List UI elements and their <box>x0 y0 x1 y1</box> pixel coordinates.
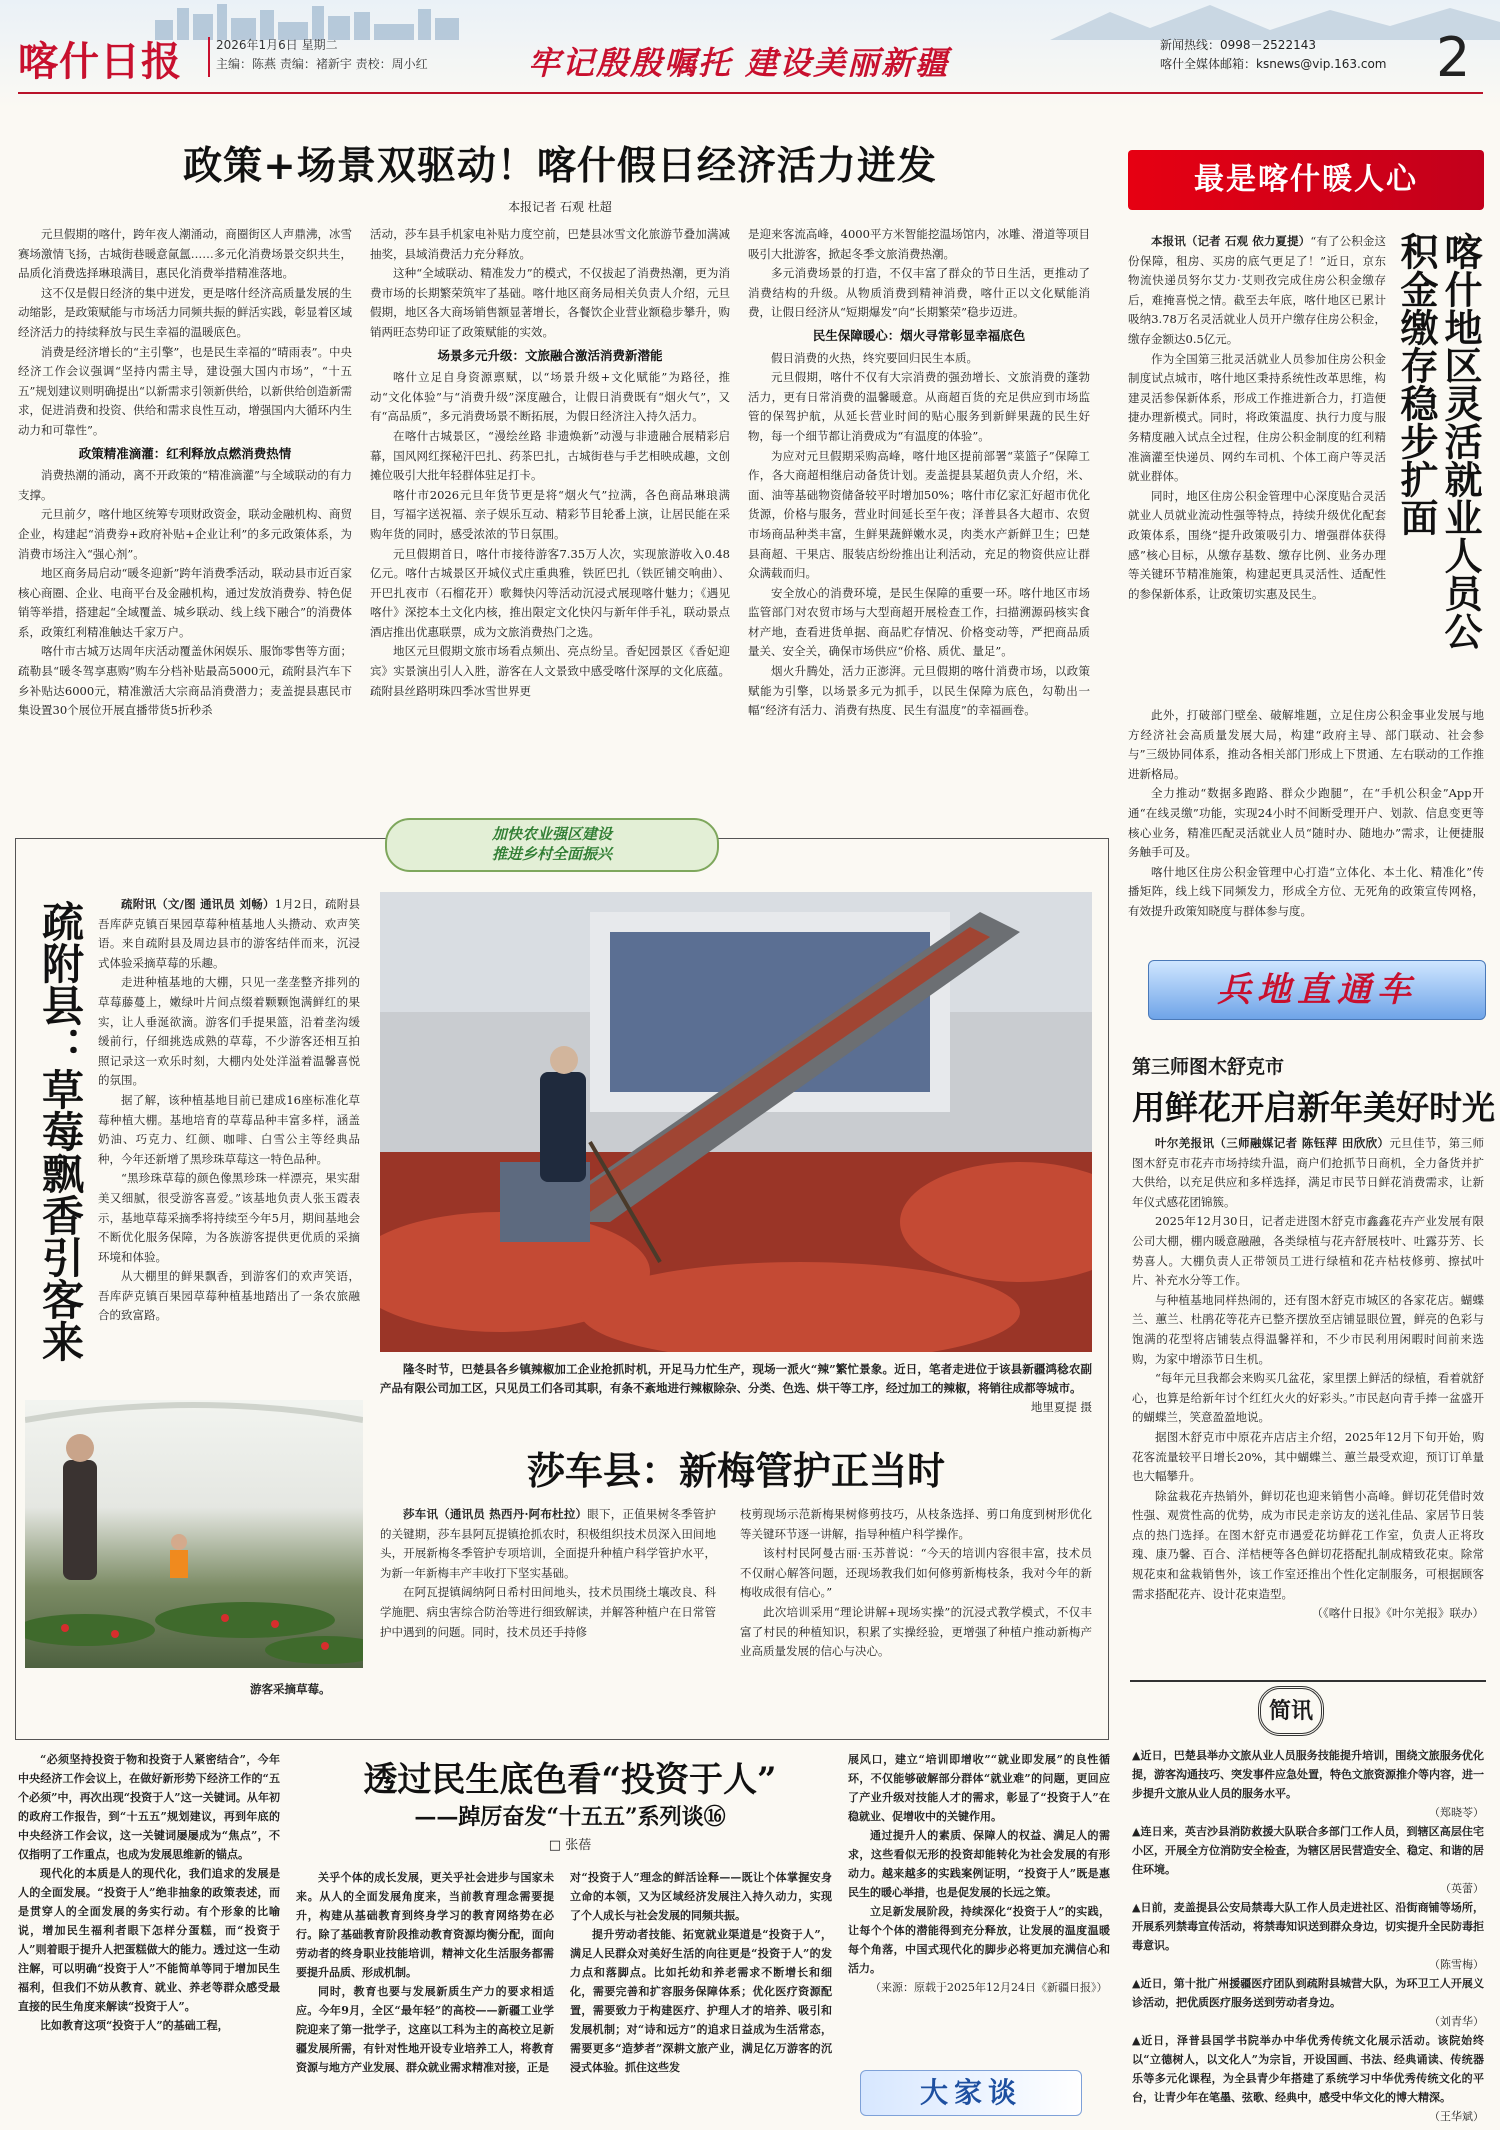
shache-byline: 莎车讯（通讯员 热西丹·阿布杜拉） <box>403 1507 588 1521</box>
chili-photo-credit: 地里夏提 摄 <box>1030 1400 1092 1414</box>
paragraph: 走进种植基地的大棚，只见一垄垄整齐排列的草莓藤蔓上，嫩绿叶片间点缀着颗颗饱满鲜红的果实，让人垂涎欲滴。游客们手提果篮，沿着垄沟缓缓前行，仔细挑选成熟的草莓，不少游客还相互拍照记录这一欢乐时刻，大棚内处处洋溢着温馨喜悦的氛围。 <box>98 975 360 1088</box>
paragraph: 此次培训采用“理论讲解+现场实操”的沉浸式教学模式，不仅丰富了村民的种植知识，积累了实操经验，更增强了种植户推动新梅产业高质量发展的信心与决心。 <box>740 1604 1092 1659</box>
paragraph: 关乎个体的成长发展，更关乎社会进步与国家未来。从人的全面发展角度来，当前教育理念需要提升，构建从基础教育到终身学习的教育网络势在必行。除了基础教育阶段推动教育资源均衡分配，面向劳动者的终身职业技能培训，精神文化生活服务都需要提升品质、形成机制。 <box>296 1871 554 1979</box>
brief-item <box>1132 1898 1484 1974</box>
news-hotline: 新闻热线：0998－2522143 <box>1160 38 1316 52</box>
brief-item-author: （王华斌） <box>1429 2110 1484 2123</box>
warm-column-bottom <box>1128 706 1484 922</box>
header-rule <box>18 92 1483 94</box>
masthead-bar <box>0 0 1500 108</box>
brief-rule <box>1130 1680 1486 1682</box>
paragraph: 喀什地区住房公积金管理中心打造“立体化、本土化、精准化”传播矩阵，线上线下同频发力，形成全方位、无死角的政策宣传网格，有效提升政策知晓度与群体参与度。 <box>1128 864 1484 918</box>
strawberry-photo-caption: 游客采摘草莓。 <box>250 1682 331 1696</box>
bingtuan-source: （《喀什日报》《叶尔羌报》联办） <box>1311 1606 1484 1621</box>
bingtuan-banner-text: 兵地直通车 <box>1217 970 1417 1010</box>
lead-headline: 政策+场景双驱动！喀什假日经济活力迸发 <box>183 143 937 189</box>
brief-item-text: ▲近日，第十批广州援疆医疗团队到疏附县城营大队，为环卫工人开展义诊活动，把优质医疗服务送到劳动者身边。 <box>1132 1977 1484 2009</box>
paragraph: 活动，莎车县手机家电补贴力度空前，巴楚县冰雪文化旅游节叠加满减抽奖，县域消费活力充分释放。 <box>370 227 730 261</box>
paragraph: 地区商务局启动“暖冬迎新”跨年消费季活动，联动县市近百家核心商圈、企业、电商平台及金融机构，通过发放消费券、特色促销等举措，搭建起“全域覆盖、城乡联动、线上线下融合”的消费体系，政策红利精准触达千家万户。 <box>18 566 352 639</box>
brief-item-text: ▲近日，泽普县国学书院举办中华优秀传统文化展示活动。该院始终以“立德树人，以文化人”为宗旨，开设国画、书法、经典诵读、传统器乐等多元化课程，为全县青少年搭建了系统学习中华优秀传统文化的平台，让青少年在笔墨、弦歌、经典中，感受中华文化的博大精深。 <box>1132 2034 1484 2104</box>
paragraph: 为应对元旦假期采购高峰，喀什地区提前部署“菜篮子”保障工作，各大商超相继启动备货计划。麦盖提县某超负责人介绍，米、面、油等基础物资储备较平时增加50%；喀什市亿家汇好超市优化货源，价格与服务，营业时间延长至午夜；泽普县各大超市、农贸市场商品种类丰富，生鲜果蔬鲜嫩水灵，肉类水产新鲜卫生；巴楚县商超、干果店、服装店纷纷推出让利活动，充足的物资供应让群众满载而归。 <box>748 448 1090 581</box>
warm-banner-text: 最是喀什暖人心 <box>1194 162 1418 197</box>
strawberry-article <box>98 895 360 1326</box>
dajia-banner-text: 大家谈 <box>919 2076 1022 2109</box>
warm-banner <box>1128 150 1484 210</box>
section-subhead: 民生保障暖心：烟火寻常彰显幸福底色 <box>812 327 1026 343</box>
paragraph: 除盆栽花卉热销外，鲜切花也迎来销售小高峰。鲜切花凭借时效性强、观赏性高的优势，成为市民走亲访友的送礼佳品、家居节日装点的热门选择。在图木舒克市遇爱花坊鲜花工作室，负责人正将玫瑰、康乃馨、百合、洋桔梗等各色鲜切花搭配扎制成精致花束。除常规花束和盆栽销售外，该工作室还推出个性化定制服务，可根据顾客需求搭配花卉、设计花束造型。 <box>1132 1488 1484 1601</box>
rural-banner-line-2: 推进乡村全面振兴 <box>491 845 612 863</box>
paragraph: “每年元旦我都会来购买几盆花，家里摆上鲜活的绿植，看着就舒心，也算是给新年讨个红红火火的好彩头。”市民赵向青手捧一盆盛开的蝴蝶兰，笑意盈盈地说。 <box>1132 1371 1484 1425</box>
strawberry-headline: 疏附县：草莓飘香引客来 <box>36 900 85 1362</box>
issue-date: 2026年1月6日 星期二 <box>216 38 338 52</box>
brief-item-author: （刘青华） <box>1429 2015 1484 2028</box>
section-subhead: 场景多元升级：文旅融合激活消费新潜能 <box>437 347 663 363</box>
paragraph: 元旦佳节，第三师图木舒克市花卉市场持续升温，商户们抢抓节日商机，全力备货并扩大供给，以充足供应和多样选择，满足市民节日鲜花消费需求，让新年仪式感花团锦簇。 <box>1132 1136 1484 1209</box>
lead-column-3 <box>748 225 1090 721</box>
newspaper-logo: 喀什日报 <box>18 38 182 85</box>
bingtuan-byline: 叶尔羌报讯（三师融媒记者 陈钰萍 田欣欣） <box>1155 1136 1390 1150</box>
shache-column-1 <box>380 1505 716 1642</box>
editor-credits: 主编：陈燕 责编：褚新宇 责校：周小红 <box>216 57 428 71</box>
paragraph: 该村村民阿曼古丽·玉苏普说：“今天的培训内容很丰富，技术员不仅耐心解答问题，还现场教我们如何修剪新梅枝条，我对今年的新梅收成很有信心。” <box>740 1546 1092 1600</box>
strawberry-photo <box>25 1400 363 1668</box>
chili-caption-text: 隆冬时节，巴楚县各乡镇辣椒加工企业抢抓时机，开足马力忙生产，现场一派火“辣”繁忙景象。近日，笔者走进位于该县新疆鸿稔农副产品有限公司加工区，只见员工们各司其职，有条不紊地进行辣椒除杂、分类、色选、烘干等工序，经过加工的辣椒，将销往成都等城市。 <box>380 1362 1092 1395</box>
commentary-source: （来源：原载于2025年12月24日《新疆日报》） <box>870 1981 1108 1994</box>
commentary-author: □ 张蓓 <box>548 1838 592 1853</box>
paragraph: 据图木舒克市中原花卉店店主介绍，2025年12月下旬开始，购花客流量较平日增长20%，其中蝴蝶兰、蕙兰最受欢迎，预订订单量也大幅攀升。 <box>1132 1429 1484 1484</box>
paragraph: 多元消费场景的打造，不仅丰富了群众的节日生活，更推动了消费结构的升级。从物质消费到精神消费，喀什正以文化赋能消费，让假日经济从“短期爆发”向“长期繁荣”稳步迈进。 <box>748 266 1090 320</box>
brief-item <box>1132 1822 1484 1898</box>
warm-byline: 本报讯（记者 石观 依力夏提） <box>1151 234 1311 248</box>
paragraph: 假日消费的火热，终究要回归民生本质。 <box>771 350 978 365</box>
paragraph: 通过提升人的素质、保障人的权益、满足人的需求，这些看似无形的投资却能转化为社会发展的有形动力。越来越多的实践案例证明，“投资于人”既是惠民生的暖心举措，也是促发展的长远之策。 <box>848 1829 1110 1899</box>
commentary-headline: 透过民生底色看“投资于人” <box>363 1760 777 1800</box>
paragraph: 提升劳动者技能、拓宽就业渠道是“投资于人”，满足人民群众对美好生活的向往更是“投资于人”的发力点和落脚点。比如托幼和养老需求不断增长和细化，需要完善和扩容服务保障体系；优化医疗资源配置，需要致力于构建医疗、护理人才的培养、吸引和发展机制；对“诗和远方”的追求日益成为生活常态，需要更多“造梦者”深耕文旅产业，满足亿万游客的沉浸式体验。抓住这些发 <box>570 1928 832 2074</box>
brief-title: 简讯 <box>1258 1686 1324 1736</box>
paragraph: 对“投资于人”理念的鲜活诠释——既让个体掌握安身立命的本领，又为区域经济发展注入持久动力，实现了个人成长与社会发展的同频共振。 <box>570 1871 832 1922</box>
shache-headline: 莎车县：新梅管护正当时 <box>526 1448 945 1493</box>
brief-item-text: ▲连日来，英吉沙县消防救援大队联合多部门工作人员，到辖区高层住宅小区，开展全方位消防安全检查，为辖区居民营造安全、稳定、和谐的居住环境。 <box>1132 1825 1484 1876</box>
commentary-subtitle: ——踔厉奋发“十五五”系列谈⑯ <box>414 1804 726 1830</box>
paragraph: 元旦前夕，喀什地区统筹专项财政资金，联动金融机构、商贸企业，构建起“消费券+政府补贴+企业让利”的多元政策体系，为消费市场注入“强心剂”。 <box>18 507 352 561</box>
paragraph: 喀什立足自身资源禀赋，以“场景升级+文化赋能”为路径，推动“文化体验”与“消费升级”深度融合，让假日消费既有“烟火气”，又有“高品质”，多元消费场景不断拓展，为假日经济注入持久活力。 <box>370 370 730 424</box>
paragraph: 在喀什古城景区，“漫绘丝路 非遗焕新”动漫与非遗融合展精彩启幕，国风网红探秘汗巴扎、药茶巴扎，古城街巷与手艺相映成趣，文创摊位吸引大批年轻群体驻足打卡。 <box>370 428 730 483</box>
paragraph: 展风口，建立“培训即增收”“就业即发展”的良性循环，不仅能够破解部分群体“就业难”的问题，更回应了产业升级对技能人才的需求，彰显了“投资于人”在稳就业、促增收中的关键作用。 <box>848 1753 1110 1823</box>
brief-item <box>1132 1746 1484 1822</box>
city-skyline-decoration <box>155 0 855 40</box>
commentary-column-4 <box>848 1750 1110 1997</box>
brief-item <box>1132 1974 1484 2031</box>
commentary-column-2 <box>296 1868 554 2077</box>
paragraph: 元旦假期首日，喀什市接待游客7.35万人次，实现旅游收入0.48亿元。喀什古城景区开城仪式庄重典雅，铁匠巴扎（铁匠铺交响曲）、开巴扎夜市（石榴花开）歌舞快闪等活动沉浸式展现喀什魅力；《遇见喀什》深挖本土文化内核，推出限定文化快闪与新年伴手礼，联动景点酒店推出优惠联票，成为文旅消费热门之选。 <box>370 546 730 639</box>
paragraph: 烟火升腾处，活力正澎湃。元旦假期的喀什消费市场，以政策赋能为引擎，以场景多元为抓手，以民生保障为底色，勾勒出一幅“经济有活力、消费有热度、民生有温度”的幸福画卷。 <box>748 664 1090 718</box>
rural-banner-line-1: 加快农业强区建设 <box>491 825 612 843</box>
paragraph: 元旦假期的喀什，跨年夜人潮涌动，商圈街区人声鼎沸，冰雪赛场激情飞扬，古城街巷暖意氤氲……多元化消费场景交织共生，品质化消费选择琳琅满目，惠民化消费举措精准落地。 <box>18 227 352 281</box>
greenhouse-illustration <box>25 1400 363 1668</box>
news-email: 喀什全媒体邮箱：ksnews@vip.163.com <box>1160 57 1387 71</box>
paragraph: 现代化的本质是人的现代化，我们追求的发展是人的全面发展。“投资于人”绝非抽象的政策表述，而是贯穿人的全面发展的务实行动。有个形象的比喻说，增加民生福利者眼下怎样分蛋糕，而“投资于人”则着眼于提升人把蛋糕做大的能力。透过这一生动注解，可以明确“投资于人”不能简单等同于增加民生福利，但我们不妨从教育、就业、养老等群众感受最直接的民生角度来解读“投资于人”。 <box>18 1867 280 2013</box>
paragraph: “必须坚持投资于物和投资于人紧密结合”，今年中央经济工作会议上，在做好新形势下经济工作的“五个必须”中，再次出现“投资于人”这一关键词。从年初的政府工作报告，到“十五五”规划建议，再到年底的中央经济工作会议，这一关键词屡屡成为“焦点”，不仅指明了工作重点，也成为发展思维新的锚点。 <box>18 1753 280 1861</box>
paragraph: 是迎来客流高峰，4000平方米智能挖温场馆内，冰雕、滑道等项目吸引大批游客，掀起冬季文旅消费热潮。 <box>748 227 1090 261</box>
paragraph: 地区元旦假期文旅市场看点频出、亮点纷呈。香妃园景区《香妃迎宾》实景演出引人入胜，游客在人文景致中感受喀什深厚的文化底蕴。疏附县丝路明珠四季冰雪世界更 <box>370 644 730 698</box>
commentary-column-1 <box>18 1750 280 2035</box>
warm-headline: 喀什地区灵活就业人员公积金缴存稳步扩面 <box>1394 232 1483 650</box>
commentary-column-3 <box>570 1868 832 2077</box>
paragraph: 1月2日，疏附县吾库萨克镇百果园草莓种植基地人头攒动、欢声笑语。来自疏附县及周边县市的游客结伴而来，沉浸式体验采摘草莓的乐趣。 <box>98 897 360 970</box>
page-number: 2 <box>1436 26 1471 89</box>
paragraph: 全力推动“数据多跑路、群众少跑腿”，在“手机公积金”App开通“在线灵缴”功能，实现24小时不间断受理开户、划款、信息变更等核心业务，精准匹配灵活就业人员“随时办、随地办”需求，让便捷服务触手可及。 <box>1128 786 1484 860</box>
paragraph: 元旦假期，喀什不仅有大宗消费的强劲增长、文旅消费的蓬勃活力，更有日常消费的温馨暖意。从商超百货的充足供应到市场监管的保驾护航，从延长营业时间的贴心服务到新鲜果蔬的民生好物，每一个细节都让消费成为“有温度的体验”。 <box>748 370 1090 443</box>
paragraph: 比如教育这项“投资于人”的基础工程， <box>40 2019 229 2032</box>
chili-conveyor-illustration <box>380 892 1092 1352</box>
paragraph: 消费热潮的涌动，离不开政策的“精准滴灌”与全域联动的有力支撑。 <box>18 468 352 502</box>
paragraph: 作为全国第三批灵活就业人员参加住房公积金制度试点城市，喀什地区秉持系统性改革思维，构建灵活参保新体系，形成工作推进新合力，打造便捷办理新模式。同时，将政策温度、执行力度与服务精度融入试点全过程，住房公积金制度的红利精准滴灌至快递员、网约车司机、个体工商户等灵活就业群体。 <box>1128 351 1386 484</box>
paragraph: 这不仅是假日经济的集中迸发，更是喀什经济高质量发展的生动缩影，是政策赋能与市场活力同频共振的鲜活实践，彰显着区域经济活力的持续释放与民生幸福的温暖底色。 <box>18 285 352 339</box>
paragraph: 安全放心的消费环境，是民生保障的重要一环。喀什地区市场监管部门对农贸市场与大型商超开展检查工作，扫描溯源码核实食材产地，查看进货单据、商品贮存情况、价格变动等，严把商品质量关、安全关，确保市场供应“价格、质优、量足”。 <box>748 585 1090 659</box>
strawberry-byline: 疏附讯（文/图 通讯员 刘畅） <box>121 897 275 911</box>
paragraph: “有了公积金这份保障，租房、买房的底气更足了！”近日，京东物流快递员努尔艾力·艾则孜完成住房公积金缴存后，难掩喜悦之情。截至去年底，喀什地区已累计吸纳3.78万名灵活就业人员开户缴存住房公积金，缴存金额达0.5亿元。 <box>1128 234 1386 346</box>
lead-byline: 本报记者 石观 杜超 <box>508 200 612 214</box>
brief-list <box>1132 1746 1484 2126</box>
paragraph: 与种植基地同样热闹的，还有图木舒克市城区的各家花店。蝴蝶兰、蕙兰、杜鹃花等花卉已整齐摆放至店铺显眼位置，鲜亮的色彩与饱满的花型将店铺装点得温馨祥和，不少市民利用闲暇时间前来选购，为家中增添节日生机。 <box>1132 1292 1484 1366</box>
shache-column-2 <box>740 1505 1092 1662</box>
paragraph: 立足新发展阶段，持续深化“投资于人”的实践，让每个个体的潜能得到充分释放，让发展的温度温暖每个角落，中国式现代化的脚步必将更加充满信心和活力。 <box>848 1905 1110 1975</box>
paragraph: 枝剪现场示范新梅果树修剪技巧，从枝条选择、剪口角度到树形优化等关键环节逐一讲解，指导种植户科学操作。 <box>740 1507 1092 1541</box>
lead-column-2 <box>370 225 730 701</box>
paragraph: 喀什市2026元旦年货节更是将“烟火气”拉满，各色商品琳琅满目，写福字送祝福、亲子娱乐互动、精彩节目轮番上演，让居民能在采购年货的同时，感受浓浓的节日氛围。 <box>370 487 730 541</box>
brief-item-author: （郑晓苓） <box>1429 1806 1484 1819</box>
paragraph: 同时，地区住房公积金管理中心深度贴合灵活就业人员就业流动性强等特点，持续升级优化配套政策体系，围绕“提升政策吸引力、增强群体获得感”核心目标，从缴存基数、缴存比例、业务办理等关键环节精准施策，构建起更具灵活性、适配性的参保新体系，让政策切实惠及民生。 <box>1128 488 1386 601</box>
brief-item-author: （陈雪梅） <box>1429 1958 1484 1971</box>
lead-column-1 <box>18 225 352 721</box>
chili-factory-photo <box>380 892 1092 1352</box>
brief-item-author: （英蕾） <box>1440 1882 1484 1895</box>
rural-banner <box>385 818 719 872</box>
mountain-decoration <box>1050 0 1500 40</box>
bingtuan-subtitle: 第三师图木舒克市 <box>1132 1056 1285 1078</box>
paragraph: 眼下，正值果树冬季管护的关键期，莎车县阿瓦提镇抢抓农时，积极组织技术员深入田间地头，开展新梅冬季管护专项培训，全面提升种植户科学管护水平，为新一年新梅丰产丰收打下坚实基础。 <box>380 1507 716 1580</box>
section-subhead: 政策精准滴灌：红利释放点燃消费热情 <box>78 445 292 461</box>
slogan: 牢记殷殷嘱托 建设美丽新疆 <box>528 44 950 82</box>
warm-column-top <box>1128 232 1386 604</box>
paragraph: 同时，教育也要与发展新质生产力的要求相适应。今年9月，全区“最年轻”的高校——新疆工业学院迎来了第一批学子，这座以工科为主的高校立足新疆发展所需，有针对性地开设专业培养工人，将教育资源与地方产业发展、群众就业需求精准对接，正是 <box>296 1985 554 2074</box>
masthead-divider <box>208 37 210 77</box>
paragraph: 在阿瓦提镇阔纳阿日希村田间地头，技术员围绕土壤改良、科学施肥、病虫害综合防治等进行细致解读，并解答种植户在日常管护中遇到的问题。同时，技术员还手持修 <box>380 1585 716 1639</box>
paragraph: 从大棚里的鲜果飘香，到游客们的欢声笑语，吾库萨克镇百果园草莓种植基地踏出了一条农旅融合的致富路。 <box>98 1269 360 1323</box>
paragraph: “黑珍珠草莓的颜色像黑珍珠一样漂亮，果实甜美又细腻，很受游客喜爱。”该基地负责人张玉霞表示，基地草莓采摘季将持续至今年5月，期间基地会不断优化服务保障，为各族游客提供更优质的采摘环境和体验。 <box>98 1171 360 1264</box>
bingtuan-banner <box>1148 960 1486 1020</box>
paragraph: 据了解，该种植基地目前已建成16座标准化草莓种植大棚。基地培育的草莓品种丰富多样，涵盖奶油、巧克力、红颜、咖啡、白雪公主等经典品种，今年还新增了黑珍珠草莓这一特色品种。 <box>98 1092 360 1166</box>
paragraph: 消费是经济增长的“主引擎”，也是民生幸福的“晴雨表”。中央经济工作会议强调“坚持内需主导，建设强大国内市场”，“十五五”规划建议则明确提出“以新需求引领新供给，以新供给创造新需求，促进消费和投资、供给和需求良性互动，增强国内大循环内生动力和可靠性”。 <box>18 344 353 437</box>
brief-item <box>1132 2031 1484 2126</box>
bingtuan-article <box>1132 1134 1484 1624</box>
paragraph: 喀什市古城万达周年庆活动覆盖休闲娱乐、服饰零售等方面；疏勒县“暖冬驾享惠购”购车分档补贴最高5000元，疏附县汽车下乡补贴达6000元，精准激活大宗商品消费潜力；麦盖提县惠民市集设置30个展位开展直播带货5折秒杀 <box>18 644 352 718</box>
paragraph: 这种“全域联动、精准发力”的模式，不仅拔起了消费热潮，更为消费市场的长期繁荣筑牢了基础。喀什地区商务局相关负责人介绍，元旦假期，地区各大商场销售额显著增长，各餐饮企业营业额稳步攀升，购销两旺态势印证了政策赋能的实效。 <box>370 266 730 339</box>
dajia-banner <box>860 2070 1082 2116</box>
brief-item-text: ▲日前，麦盖提县公安局禁毒大队工作人员走进社区、沿街商铺等场所，开展系列禁毒宣传活动，将禁毒知识送到群众身边，切实提升全民防毒拒毒意识。 <box>1132 1901 1484 1952</box>
brief-item-text: ▲近日，巴楚县举办文旅从业人员服务技能提升培训，围绕文旅服务优化提，游客沟通技巧、突发事件应急处置，特色文旅资源推介等内容，进一步提升文旅从业人员的服务水平。 <box>1132 1749 1484 1800</box>
paragraph: 此外，打破部门壁垒、破解堆题，立足住房公积金事业发展与地方经济社会高质量发展大局，构建“政府主导、部门联动、社会参与”三级协同体系，推动各相关部门形成上下贯通、左右联动的工作推进新格局。 <box>1128 708 1484 781</box>
paragraph: 2025年12月30日，记者走进图木舒克市鑫鑫花卉产业发展有限公司大棚，棚内暖意融融，各类绿植与花卉舒展枝叶、吐露芬芳、长势喜人。大棚负责人正带领员工进行绿植和花卉枯枝修剪、擦拭叶片、补充水分等工作。 <box>1132 1214 1484 1288</box>
bingtuan-headline: 用鲜花开启新年美好时光 <box>1132 1088 1495 1127</box>
chili-photo-caption <box>380 1360 1092 1417</box>
